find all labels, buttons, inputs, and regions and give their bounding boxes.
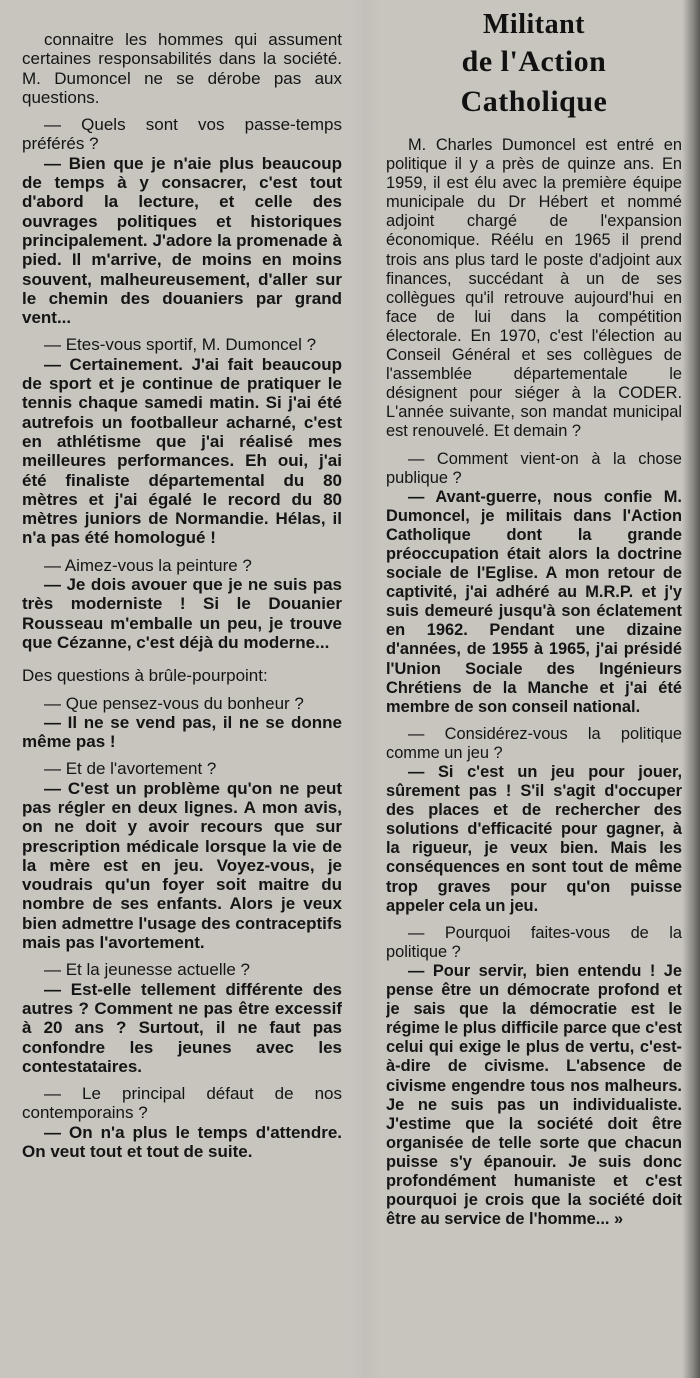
left-column-paragraph: Des questions à brûle-pourpoint: — [22, 666, 268, 686]
left-column-paragraph: — C'est un problème qu'on ne peut pas régler en deux lignes. A mon avis, on ne doit y avoir recours que sur prescription médicale lorsque la vie de la mère est en jeu. Voyez-vous, je voudrais qu'un foyer soit maitre du nombre de ses enfants. Alors je veux bien admettre l'usage des contraceptifs mais pas l'avortement. — [22, 778, 342, 953]
left-column-paragraph: — Il ne se vend pas, il ne se donne même pas ! — [22, 712, 342, 752]
article-subtitle: de l'Action Catholique — [460, 45, 608, 118]
left-column-paragraph: — Et de l'avortement ? — [44, 759, 217, 779]
right-column-body — [386, 136, 682, 1229]
left-column — [22, 0, 342, 1161]
left-column-paragraph: connaitre les hommes qui assument certaines responsabilités dans la société. M. Dumoncel ne se dérobe pas aux questions. — [22, 30, 342, 107]
right-column-paragraph: — Pourquoi faites-vous de la politique ? — [386, 923, 682, 961]
left-column-paragraph: — Aimez-vous la peinture ? — [44, 555, 252, 575]
left-column-paragraph: — Que pensez-vous du bonheur ? — [44, 693, 304, 713]
right-column-paragraph: — Pour servir, bien entendu ! Je pense être un démocrate profond et je sais que la démocratie est le régime le plus difficile parce que c'est celui qui exige le plus de vertu, c'est-à-dire de civisme. L'absence de civisme engendre tous nos malheurs. Je ne suis pas un individualiste. J'estime que la société doit être organisée de telle sorte que chacun puisse s'y épanouir. Je suis donc profondément humaniste et c'est pourquoi je crois que la société doit être au service de l'homme... » — [386, 961, 682, 1229]
right-column-paragraph: M. Charles Dumoncel est entré en politique il y a près de quinze ans. En 1959, il est élu avec la première équipe municipale du Dr Hébert et nommé adjoint chargé de l'expansion économique. Réélu en 1965 il prend trois ans plus tard le poste d'adjoint aux finances, succédant à un de ses collègues qu'il retrouve aujourd'hui en face de lui dans la compétition électorale. En 1970, c'est l'élection au Conseil Général et ses collègues de l'assemblée départementale le désignent pour siéger à la CODER. L'année suivante, son mandat municipal est renouvelé. Et demain ? — [386, 136, 682, 441]
column-gutter — [350, 0, 380, 1378]
right-column-paragraph: — Comment vient-on à la chose publique ? — [386, 449, 682, 487]
page-fold-shadow — [682, 0, 700, 1378]
right-column-paragraph: — Considérez-vous la politique comme un jeu ? — [386, 724, 682, 762]
left-column-paragraph: — Etes-vous sportif, M. Dumoncel ? — [44, 335, 317, 355]
left-column-paragraph: — Je dois avouer que je ne suis pas très moderniste ! Si le Douanier Rousseau m'emballe un peu, je trouve que Cézanne, c'est déjà du moderne... — [22, 575, 342, 652]
left-column-paragraph: — Quels sont vos passe-temps préférés ? — [22, 115, 342, 154]
right-column-paragraph: — Avant-guerre, nous confie M. Dumoncel, je militais dans l'Action Catholique dont la grande préoccupation était alors la doctrine sociale de l'Eglise. A mon retour de captivité, j'ai adhéré au M.R.P. et j'y suis demeuré jusqu'à son éclatement en 1962. Pendant une dizaine d'années, de 1955 à 1965, j'ai présidé l'Union Sociale des Ingénieurs Chrétiens de la Manche et j'ai été membre de son conseil national. — [386, 487, 682, 716]
left-column-paragraph: — Le principal défaut de nos contemporains ? — [22, 1084, 342, 1123]
right-column-paragraph: — Si c'est un jeu pour jouer, sûrement pas ! S'il s'agit d'occuper des places et de rechercher des solutions d'efficacité pour gagner, à la rigueur, je veux bien. Mais les conséquences en sont tout de même trop graves pour qu'on puisse appeler cela un jeu. — [386, 763, 682, 915]
left-column-paragraph: — Bien que je n'aie plus beaucoup de temps à y consacrer, c'est tout d'abord la lecture, et celle des ouvrages politiques et historiques principalement. J'adore la promenade à pied. Il m'arrive, de moins en moins souvent, malheureusement, d'aller sur le chemin des douaniers par grand vent... — [22, 153, 342, 328]
article-title: Militant — [483, 9, 585, 40]
left-column-paragraph: — On n'a plus le temps d'attendre. On veut tout et tout de suite. — [22, 1122, 342, 1162]
left-column-paragraph: — Certainement. J'ai fait beaucoup de sport et je continue de pratiquer le tennis chaque samedi matin. Si j'ai été autrefois un footballeur acharné, c'est en athlétisme que j'ai réalisé mes meilleures performances. Eh oui, j'ai été finaliste départemental du 80 mètres et j'ai égalé le record du 80 mètres juniors de Normandie. Hélas, il n'a pas été homologué ! — [22, 354, 342, 548]
left-column-paragraph: — Est-elle tellement différente des autres ? Comment ne pas être excessif à 20 ans ? Surtout, il ne faut pas confondre les jeunes avec les contestataires. — [22, 979, 342, 1076]
right-column — [386, 0, 682, 1229]
left-column-paragraph: — Et la jeunesse actuelle ? — [44, 960, 251, 980]
